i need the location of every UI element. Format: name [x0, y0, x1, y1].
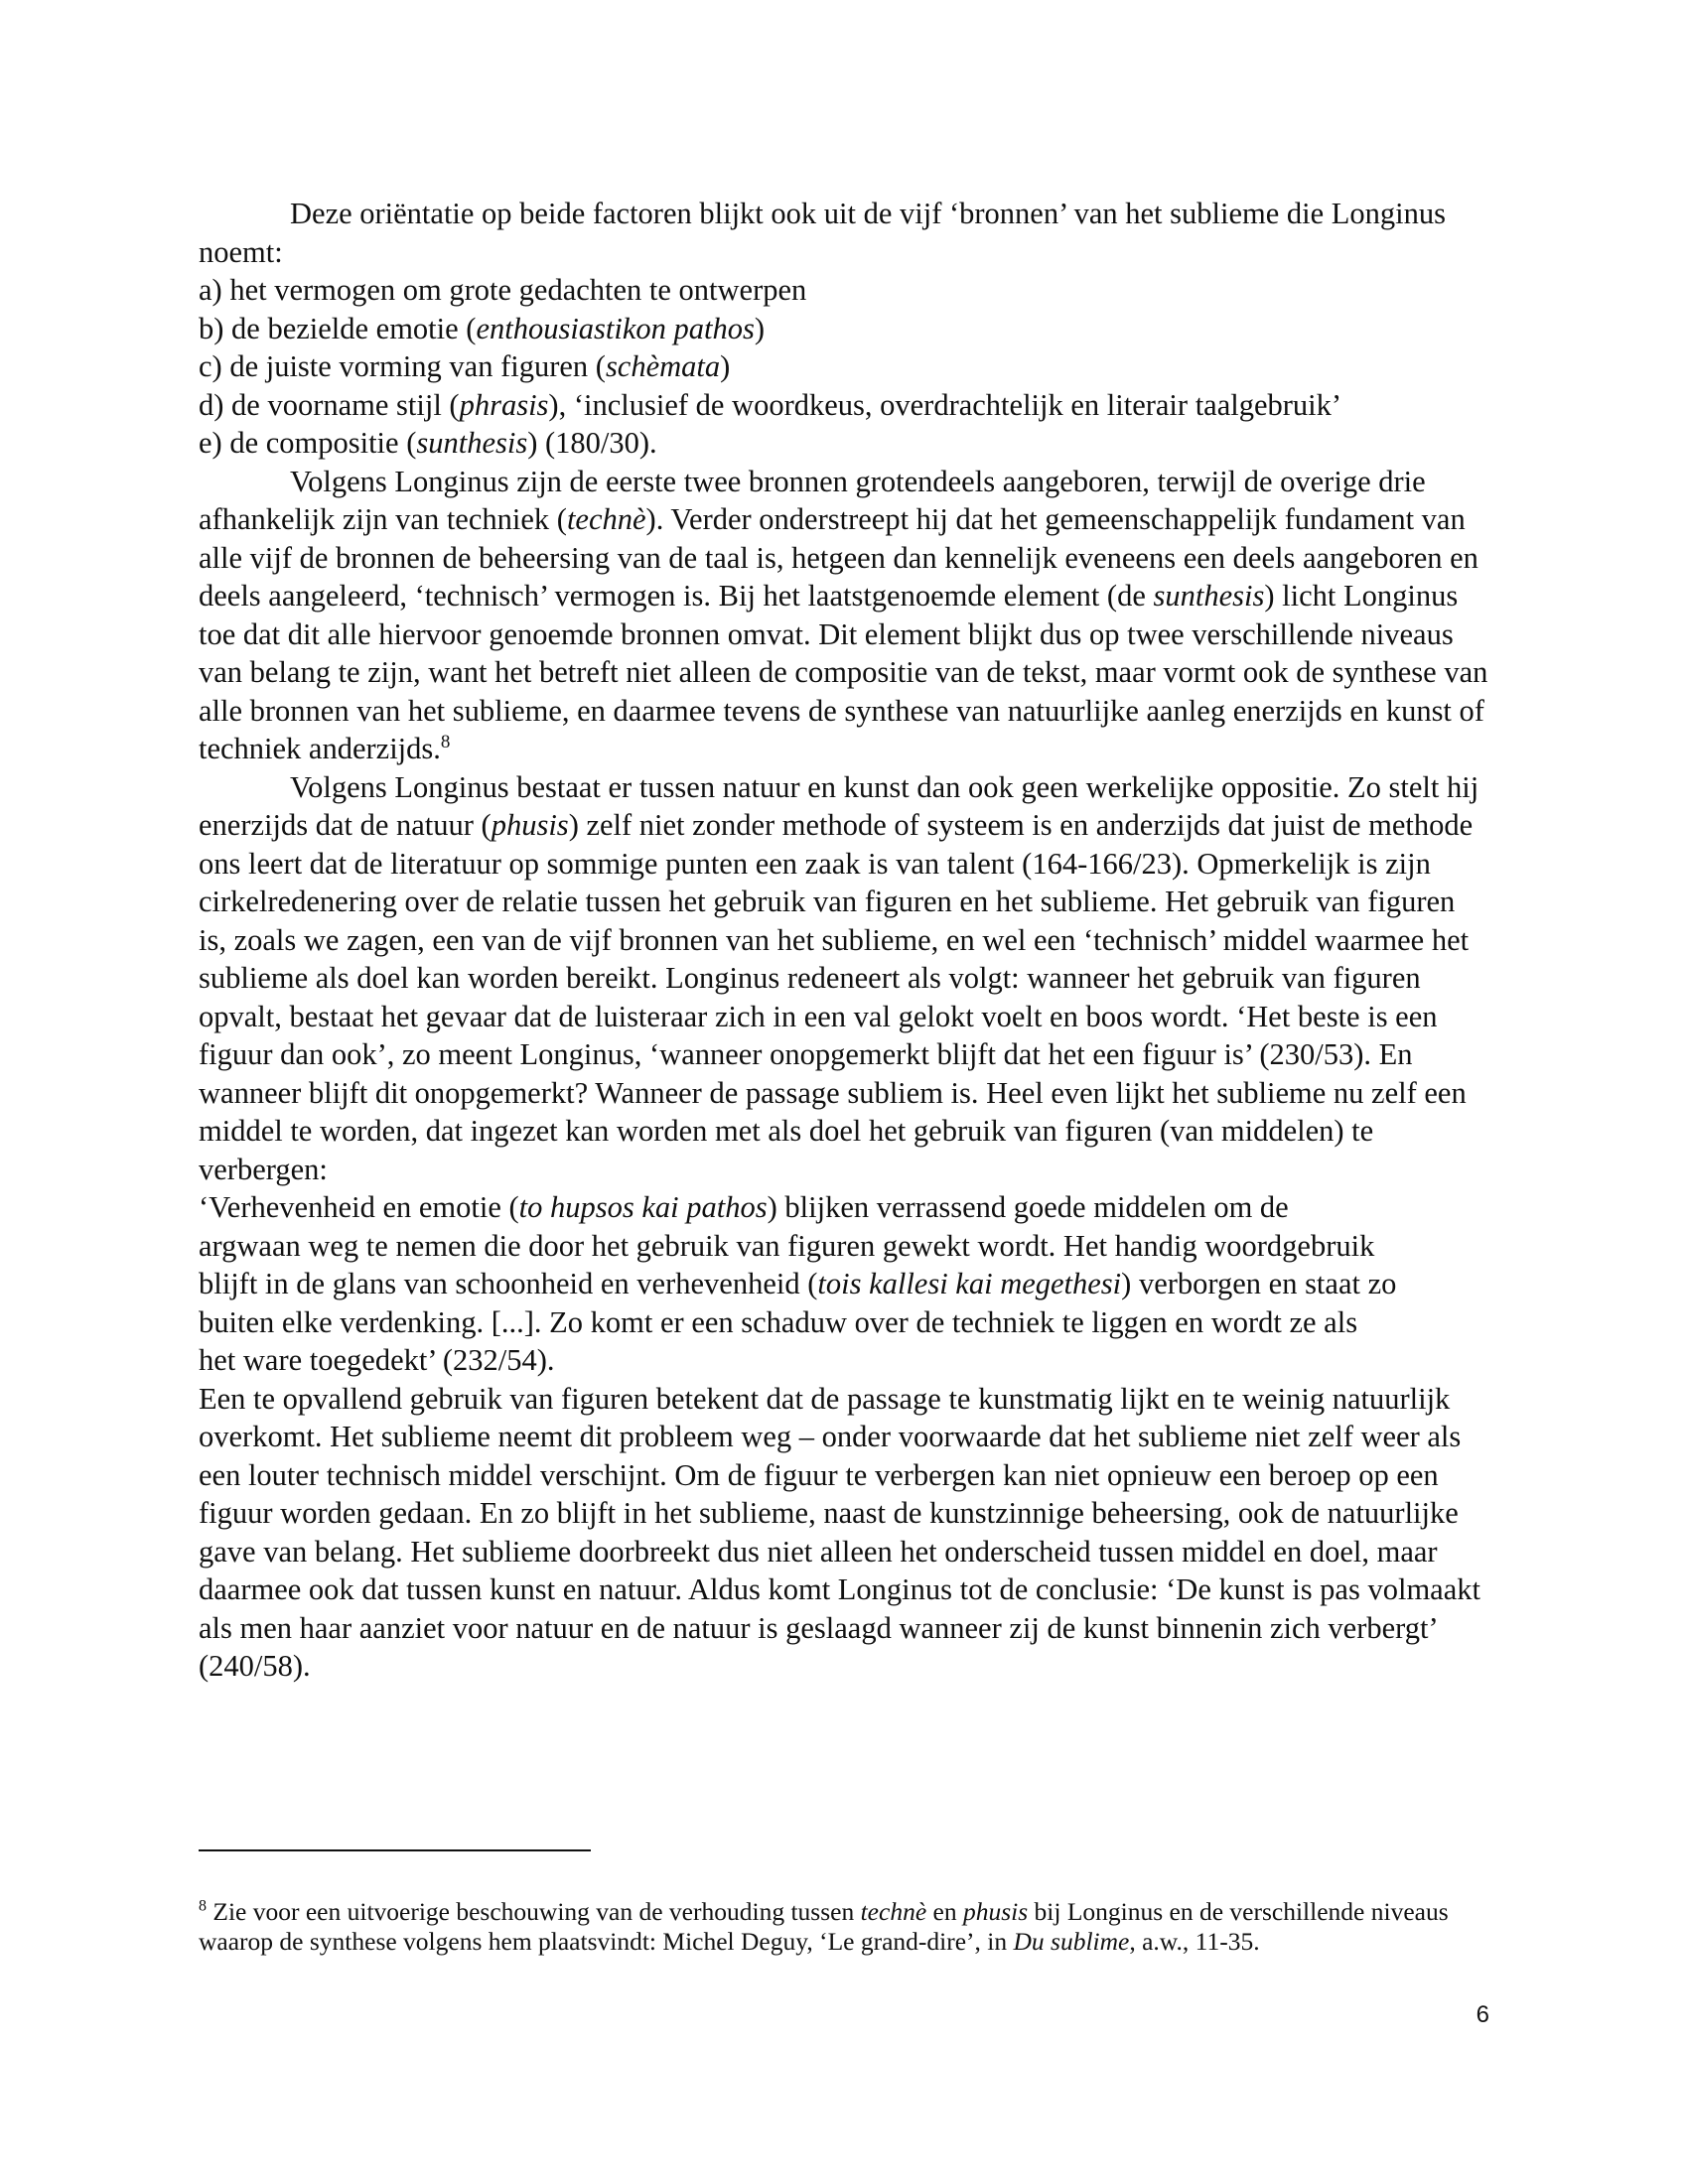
- footnote-number: 8: [199, 1897, 207, 1914]
- paragraph-sources: Volgens Longinus zijn de eerste twee bronnen grotendeels aangeboren, terwijl de overige drie afhankelijk zijn van techniek (technè). Verder onderstreept hij dat het gemeenschappelijk fundament van alle vijf de bronnen de beheersing van de taal is, hetgeen dan kennelijk eveneens een deels aangeboren en deels aangeleerd, ‘technisch’ vermogen is. Bij het laatstgenoemde element (de sunthesis) licht Longinus toe dat dit alle hiervoor genoemde bronnen omvat. Dit element blijkt dus op twee verschillende niveaus van belang te zijn, want het betreft niet alleen de compositie van de tekst, maar vormt ook de synthese van alle bronnen van het sublieme, en daarmee tevens de synthese van natuurlijke aanleg enerzijds en kunst of techniek anderzijds.$^8$: [199, 464, 1488, 765]
- paragraph-nature-art: Volgens Longinus bestaat er tussen natuur en kunst dan ook geen werkelijke oppositie. Zo stelt hij enerzijds dat de natuur (phusis) zelf niet zonder methode of systeem is en anderzijds dat juist de methode ons leert dat de literatuur op sommige punten een zaak is van talent (164-166/23). Opmerkelijk is zijn cirkelredenering over de relatie tussen het gebruik van figuren en het sublieme. Het gebruik van figuren is, zoals we zagen, een van de vijf bronnen van het sublieme, en wel een ‘technisch’ middel waarmee het sublieme als doel kan worden bereikt. Longinus redeneert als volgt: wanneer het gebruik van figuren opvalt, bestaat het gevaar dat de luisteraar zich in een val gelokt voelt en boos wordt. ‘Het beste is een figuur dan ook’, zo meent Longinus, ‘wanneer onopgemerkt blijft dat het een figuur is’ (230/53). En wanneer blijft dit onopgemerkt? Wanneer de passage subliem is. Heel even lijkt het sublieme nu zelf een middel te worden, dat ingezet kan worden met als doel het gebruik van figuren (van middelen) te verbergen:: [199, 769, 1479, 1186]
- sources-list: [199, 271, 1489, 463]
- page-number: 6: [1476, 2001, 1489, 2028]
- block-quote: ‘Verhevenheid en emotie (to hupsos kai pathos) blijken verrassend goede middelen om de argwaan weg te nemen die door het gebruik van figuren gewekt wordt. Het handig woordgebruik blijft in de glans van schoonheid en verhevenheid (tois kallesi kai megethesi) verborgen en staat zo buiten elke verdenking. [...]. Zo komt er een schaduw over de techniek te liggen en wordt ze als het ware toegedekt’ (232/54).: [199, 1190, 1397, 1377]
- list-item-d: d) de voorname stijl (phrasis), ‘inclusief de woordkeus, overdrachtelijk en literair taalgebruik’: [199, 387, 1342, 422]
- page-body: [199, 195, 1489, 1686]
- paragraph-intro: Deze oriëntatie op beide factoren blijkt ook uit de vijf ‘bronnen’ van het sublieme die Longinus noemt:: [199, 197, 1447, 269]
- footnote: $^8$ Zie voor een uitvoerige beschouwing van de verhouding tussen technè en phusis bij Longinus en de verschillende niveaus waarop de synthese volgens hem plaatsvindt: Michel Deguy, ‘Le grand-dire’, in Du sublime, a.w., 11-35.: [199, 1896, 1449, 1956]
- list-item-e: e) de compositie (sunthesis) (180/30).: [199, 426, 657, 460]
- footnote-reference[interactable]: 8: [440, 731, 451, 752]
- paragraph-conclusion: Een te opvallend gebruik van figuren betekent dat de passage te kunstmatig lijkt en te weinig natuurlijk overkomt. Het sublieme neemt dit probleem weg – onder voorwaarde dat het sublieme niet zelf weer als een louter technisch middel verschijnt. Om de figuur te verbergen kan niet opnieuw een beroep op een figuur worden gedaan. En zo blijft in het sublieme, naast de kunstzinnige beheersing, ook de natuurlijke gave van belang. Het sublieme doorbreekt dus niet alleen het onderscheid tussen middel en doel, maar daarmee ook dat tussen kunst en natuur. Aldus komt Longinus tot de conclusie: ‘De kunst is pas volmaakt als men haar aanziet voor natuur en de natuur is geslaagd wanneer zij de kunst binnenin zich verbergt’ (240/58).: [199, 1381, 1480, 1683]
- list-item-a: a) het vermogen om grote gedachten te ontwerpen: [199, 273, 807, 307]
- list-item-b: b) de bezielde emotie (enthousiastikon pathos): [199, 311, 766, 345]
- footnote-divider: [199, 1849, 591, 1851]
- list-item-c: c) de juiste vorming van figuren (schèmata): [199, 349, 731, 383]
